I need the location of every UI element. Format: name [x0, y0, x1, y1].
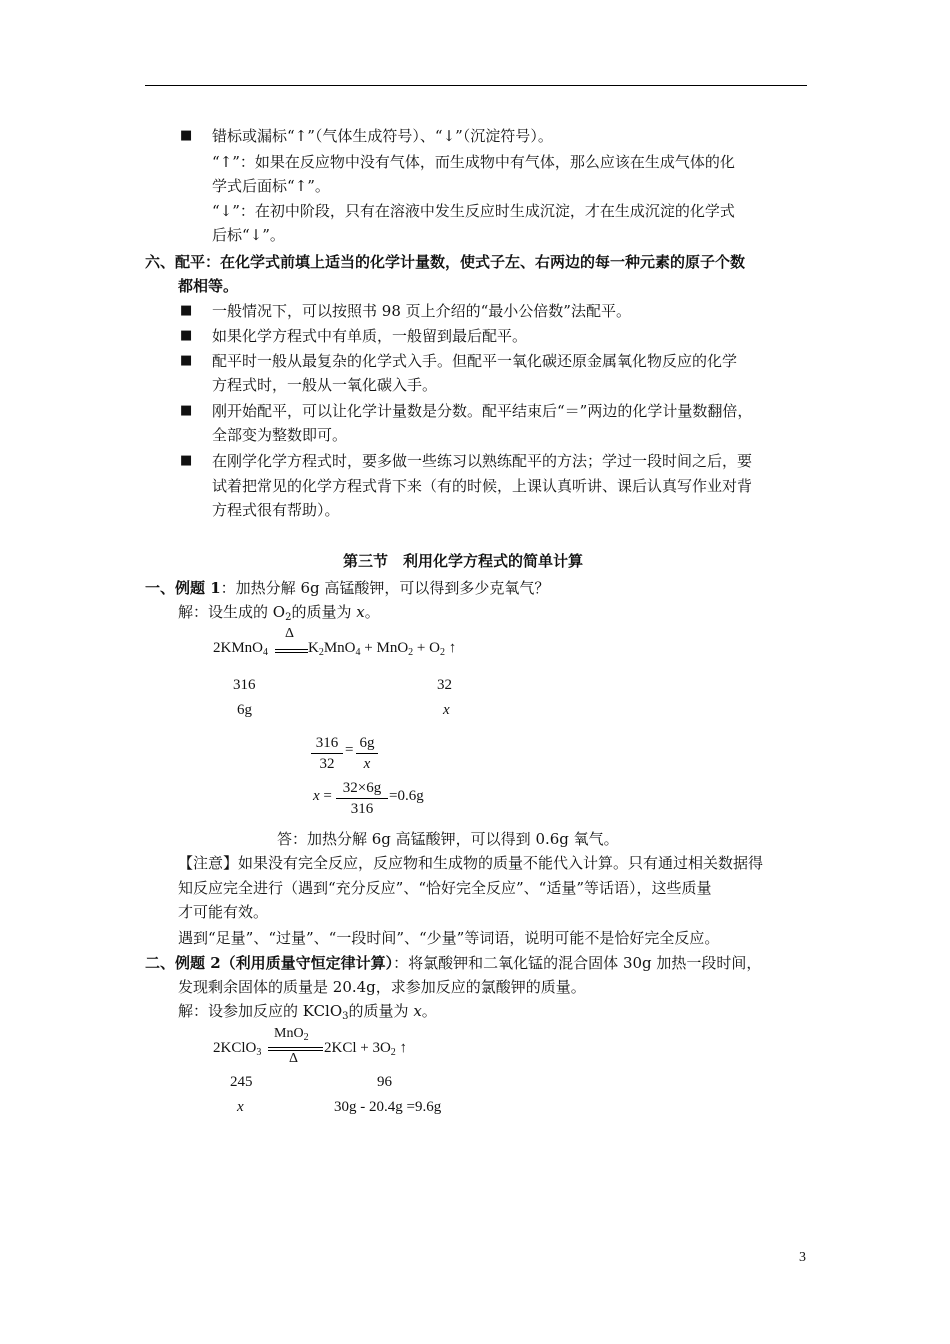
answer-line: 答：加热分解 6g 高锰酸钾，可以得到 0.6g 氧气。	[277, 830, 619, 848]
calc-lhs	[313, 788, 332, 805]
subscript: 3	[342, 1011, 349, 1022]
equation-right	[308, 640, 456, 658]
example-question: ：加热分解 6g 高锰酸钾，可以得到多少克氧气？	[220, 579, 550, 597]
bullet-text: 试着把常见的化学方程式背下来（有的时候，上课认真听讲、课后认真写作业对背	[212, 477, 753, 495]
section-heading: 都相等。	[178, 277, 239, 295]
bullet-text: 一般情况下，可以按照书 98 页上介绍的“最小公倍数”法配平。	[212, 302, 631, 320]
note-line: 知反应完全进行（遇到“充分反应”、“恰好完全反应”、“适量”等话语），这些质量	[178, 879, 712, 897]
note-line: 遇到“足量”、“过量”、“一段时间”、“少量”等词语，说明可能不是恰好完全反应。	[178, 929, 720, 947]
note-line: 【注意】如果没有完全反应，反应物和生成物的质量不能代入计算。只有通过相关数据得	[178, 854, 764, 872]
variable: x	[313, 788, 320, 804]
variable: x	[356, 603, 365, 621]
header-rule	[145, 85, 807, 86]
bullet-square-icon: ■	[180, 353, 193, 368]
solve-text: 解：设参加反应的 KClO	[178, 1002, 343, 1020]
example-label: 一、例题 1	[145, 579, 221, 597]
gas-arrow-icon: ↑	[395, 1040, 408, 1056]
example1-question-line	[145, 576, 549, 600]
paragraph-line: “↑”：如果在反应物中没有气体，而生成物中有气体，那么应该在生成气体的化	[212, 153, 735, 171]
formula: MnO	[323, 640, 356, 656]
fraction	[336, 778, 388, 819]
fraction	[356, 733, 378, 774]
bullet-text: 方程式很有帮助）。	[212, 501, 340, 519]
equation-left	[213, 640, 268, 658]
solve-line	[178, 600, 380, 630]
subscript: 4	[263, 647, 269, 658]
solve-text: 的质量为	[291, 603, 357, 621]
molar-mass: 32	[437, 677, 452, 693]
variable: x	[413, 1002, 422, 1020]
numerator: 6g	[356, 733, 378, 754]
numerator: 316	[311, 733, 343, 754]
given-mass: 6g	[237, 702, 252, 718]
reaction-equals-line	[275, 649, 308, 650]
bullet-square-icon: ■	[180, 453, 193, 468]
calc-result: =0.6g	[389, 788, 424, 804]
molar-mass: 245	[230, 1074, 253, 1090]
formula: + O	[413, 640, 440, 656]
equals-sign: =	[319, 788, 332, 804]
formula: 2KClO	[213, 1040, 257, 1056]
bullet-square-icon: ■	[180, 328, 193, 343]
numerator: 32×6g	[336, 778, 388, 799]
solve-text: 的质量为	[348, 1002, 414, 1020]
example2-question-line	[145, 951, 761, 975]
unknown-var: x	[443, 702, 450, 718]
subscript: 2	[390, 1047, 396, 1058]
solve-text: 。	[421, 1002, 437, 1020]
subscript: 3	[256, 1047, 262, 1058]
note-line: 才可能有效。	[178, 903, 269, 921]
subscript: 2	[439, 647, 445, 658]
bullet-square-icon: ■	[180, 303, 193, 318]
page-number: 3	[799, 1250, 806, 1265]
example-label: 二、例题 2（利用质量守恒定律计算）	[145, 954, 394, 972]
denominator: 316	[350, 801, 374, 817]
denominator: x	[363, 756, 371, 772]
solve-text: 。	[364, 603, 380, 621]
bullet-text: 刚开始配平，可以让化学计量数是分数。配平结束后“＝”两边的化学计量数翻倍，	[212, 402, 753, 420]
bullet-text: 错标或漏标“↑”（气体生成符号）、“↓”（沉淀符号）。	[212, 127, 553, 145]
equation-left	[213, 1040, 261, 1058]
bullet-text: 方程式时，一般从一氧化碳入手。	[212, 376, 438, 394]
bullet-square-icon: ■	[180, 403, 193, 418]
reaction-equals-line	[268, 1047, 323, 1048]
solve-text: 解：设生成的 O	[178, 603, 286, 621]
formula: 2KCl + 3O	[324, 1040, 391, 1056]
solve-line	[178, 999, 437, 1029]
section-title: 第三节 利用化学方程式的简单计算	[343, 552, 584, 570]
bullet-text: 在刚学化学方程式时，要多做一些练习以熟练配平的方法；学过一段时间之后，要	[212, 452, 753, 470]
reaction-condition-heat: Δ	[289, 1051, 299, 1066]
subscript: 4	[355, 647, 361, 658]
equals-sign: =	[345, 742, 354, 758]
molar-mass: 96	[377, 1074, 392, 1090]
subscript: 2	[318, 647, 324, 658]
bullet-text: 如果化学方程式中有单质，一般留到最后配平。	[212, 327, 528, 345]
formula: + MnO	[360, 640, 409, 656]
formula: 2KMnO	[213, 640, 264, 656]
given-mass: 30g - 20.4g =9.6g	[334, 1099, 442, 1115]
formula: MnO	[274, 1026, 304, 1041]
bullet-square-icon: ■	[180, 128, 193, 143]
bullet-text: 全部变为整数即可。	[212, 426, 348, 444]
formula: K	[308, 640, 319, 656]
paragraph-line: “↓”：在初中阶段，只有在溶液中发生反应时生成沉淀，才在生成沉淀的化学式	[212, 202, 735, 220]
fraction	[311, 733, 343, 774]
example2-question-line: 发现剩余固体的质量是 20.4g，求参加反应的氯酸钾的质量。	[178, 978, 586, 996]
subscript: 2	[408, 647, 414, 658]
paragraph-line: 学式后面标“↑”。	[212, 177, 330, 195]
molar-mass: 316	[233, 677, 256, 693]
unknown-var: x	[237, 1099, 244, 1115]
subscript: 2	[285, 612, 292, 623]
gas-arrow-icon: ↑	[444, 640, 457, 656]
paragraph-line: 后标“↓”。	[212, 226, 285, 244]
reaction-condition-catalyst	[274, 1026, 309, 1043]
section-heading: 六、配平：在化学式前填上适当的化学计量数，使式子左、右两边的每一种元素的原子个数	[145, 253, 746, 271]
reaction-condition: Δ	[285, 626, 295, 641]
example-question: ：将氯酸钾和二氧化锰的混合固体 30g 加热一段时间，	[393, 954, 762, 972]
bullet-text: 配平时一般从最复杂的化学式入手。但配平一氧化碳还原金属氧化物反应的化学	[212, 352, 738, 370]
subscript: 2	[303, 1032, 309, 1043]
reaction-equals-line	[275, 652, 308, 653]
denominator: 32	[319, 756, 335, 772]
equation-right	[324, 1040, 407, 1058]
